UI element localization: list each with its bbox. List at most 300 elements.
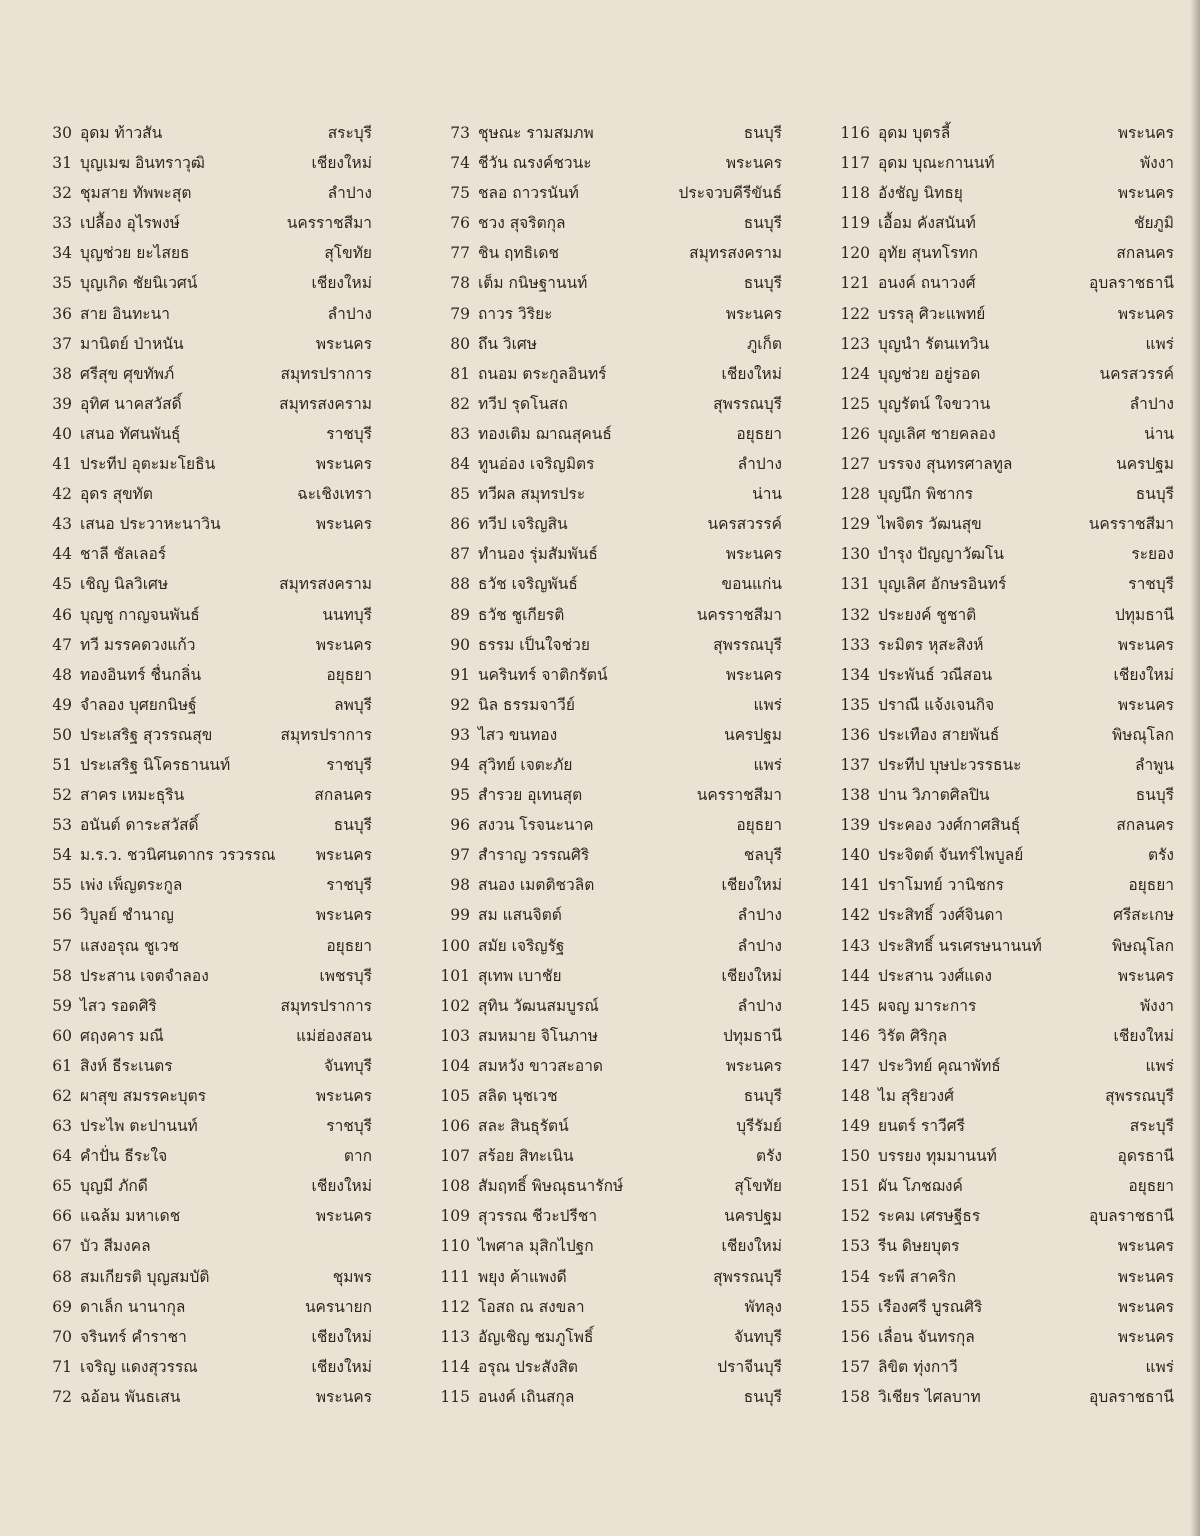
person-name: นิล ธรรมจาวีย์: [478, 695, 575, 714]
person-name: ประพันธ์ วณีสอน: [878, 665, 993, 684]
province-name: ธนบุรี: [743, 124, 782, 142]
person-name: ทวี มรรคดวงแก้ว: [80, 635, 196, 654]
province-name: สมุทรปราการ: [280, 725, 372, 744]
person-name: ถาวร วิริยะ: [478, 304, 553, 323]
province-name: พระนคร: [1117, 184, 1174, 203]
list-item: [40, 569, 372, 599]
entry-number: 30: [52, 124, 72, 142]
province-name: ลำปาง: [1129, 394, 1174, 413]
entry-number: 46: [52, 605, 72, 624]
person-name: อุดม บุตรลี้: [878, 124, 951, 142]
province-name: จันทบุรี: [733, 1327, 782, 1346]
entry-number: 84: [450, 455, 470, 474]
person-name: สงวน โรจนะนาค: [478, 816, 594, 835]
list-item: [40, 840, 372, 870]
person-name: เสนอ ทัศนพันธุ์: [80, 424, 181, 443]
entry-number: 133: [840, 635, 870, 654]
entry-number: 104: [440, 1056, 470, 1075]
entry-number: 91: [450, 665, 470, 684]
province-name: ภูเก็ต: [747, 334, 782, 353]
list-item: [836, 931, 1174, 961]
person-name: สุเทพ เบาชัย: [478, 966, 562, 985]
province-name: นครราชสีมา: [696, 605, 782, 624]
province-name: น่าน: [1144, 424, 1174, 443]
province-name: เชียงใหม่: [1113, 665, 1174, 684]
list-item: [436, 1322, 782, 1352]
person-name: บุญเกิด ชัยนิเวศน์: [80, 274, 198, 293]
province-name: สมุทรสงคราม: [279, 394, 372, 413]
province-name: ลำปาง: [327, 304, 372, 323]
list-item: [40, 1262, 372, 1292]
entry-number: 107: [440, 1147, 470, 1166]
person-name: พยุง ค้าแพงดี: [478, 1267, 567, 1286]
list-item: [436, 1292, 782, 1322]
person-name: ระมิตร หุสะสิงห์: [878, 635, 984, 654]
list-item: [836, 539, 1174, 569]
province-name: แม่ฮ่องสอน: [296, 1026, 372, 1045]
person-name: บุญเลิศ ชายคลอง: [878, 424, 996, 443]
entry-number: 77: [450, 244, 470, 263]
province-name: สมุทรปราการ: [280, 996, 372, 1015]
province-name: พระนคร: [725, 545, 782, 564]
list-item: [436, 780, 782, 810]
province-name: เพชรบุรี: [319, 966, 372, 985]
list-item: [836, 178, 1174, 208]
list-item: [40, 690, 372, 720]
entry-number: 141: [840, 876, 870, 895]
entry-number: 40: [52, 424, 72, 443]
entry-number: 71: [52, 1357, 72, 1376]
list-item: [836, 900, 1174, 930]
person-name: สมเกียรติ บุญสมบัติ: [80, 1267, 210, 1286]
list-item: [836, 449, 1174, 479]
entry-number: 78: [450, 274, 470, 293]
list-item: [40, 600, 372, 630]
province-name: พระนคร: [1117, 304, 1174, 323]
province-name: พระนคร: [315, 1387, 372, 1406]
list-item: [436, 118, 782, 148]
province-name: สุโขทัย: [734, 1177, 782, 1196]
list-item: [836, 1171, 1174, 1201]
person-name: สมหมาย จิโนภาษ: [478, 1026, 598, 1045]
list-item: [436, 268, 782, 298]
province-name: พระนคร: [1117, 124, 1174, 142]
province-name: แพร่: [1145, 1357, 1174, 1376]
person-name: อุดม บุณะกานนท์: [878, 154, 995, 173]
entry-number: 105: [440, 1087, 470, 1105]
entry-number: 149: [840, 1117, 870, 1136]
list-item: [40, 1201, 372, 1231]
entry-number: 119: [840, 214, 870, 233]
person-name: อรุณ ประสังสิต: [478, 1357, 578, 1376]
person-name: ชุษณะ รามสมภพ: [478, 124, 594, 142]
list-item: [436, 389, 782, 419]
person-name: ระคม เศรษฐีธร: [878, 1207, 981, 1226]
list-item: [436, 509, 782, 539]
entry-number: 94: [450, 755, 470, 774]
province-name: พระนคร: [315, 515, 372, 534]
entry-number: 158: [840, 1387, 870, 1406]
entry-number: 61: [52, 1056, 72, 1075]
person-name: อังชัญ นิทธยุ: [878, 184, 963, 203]
person-name: สนอง เมตติชวลิต: [478, 876, 595, 895]
province-name: พระนคร: [315, 906, 372, 925]
list-item: [40, 660, 372, 690]
list-item: [836, 991, 1174, 1021]
list-item: [40, 1352, 372, 1382]
person-name: บุญมี ภักดี: [80, 1177, 148, 1196]
person-name: บรรจง สุนทรศาลทูล: [878, 455, 1013, 474]
province-name: ราชบุรี: [326, 876, 372, 895]
entry-number: 108: [440, 1177, 470, 1196]
province-name: นครราชสีมา: [1088, 515, 1174, 534]
list-item: [40, 720, 372, 750]
province-name: ธนบุรี: [1135, 786, 1174, 805]
entry-number: 151: [840, 1177, 870, 1196]
list-item: [836, 1141, 1174, 1171]
entry-number: 112: [440, 1297, 470, 1316]
person-name: เรืองศรี บูรณศิริ: [878, 1297, 983, 1316]
province-name: เชียงใหม่: [311, 1177, 372, 1196]
entry-number: 139: [840, 816, 870, 835]
person-name: ศฤงคาร มณี: [80, 1026, 164, 1045]
list-item: [40, 991, 372, 1021]
province-name: พระนคร: [315, 1087, 372, 1105]
list-item: [436, 329, 782, 359]
person-name: มานิตย์ ป่าหนัน: [80, 334, 184, 353]
person-name: ชีวัน ณรงค์ชวนะ: [478, 154, 592, 173]
entry-number: 102: [440, 996, 470, 1015]
province-name: ปทุมธานี: [1114, 605, 1174, 624]
province-name: อยุธยา: [736, 424, 782, 443]
person-name: ธวัช ชูเกียรติ: [478, 605, 565, 624]
person-name: ชวง สุจริตกุล: [478, 214, 566, 233]
person-name: ทวีป รุดโนสถ: [478, 394, 568, 413]
person-name: โอสถ ณ สงขลา: [478, 1297, 585, 1316]
province-name: ลำปาง: [737, 455, 782, 474]
list-item: [40, 419, 372, 449]
person-name: แสงอรุณ ชูเวช: [80, 936, 180, 955]
entry-number: 58: [52, 966, 72, 985]
entry-number: 87: [450, 545, 470, 564]
province-name: นครราชสีมา: [286, 214, 372, 233]
province-name: เชียงใหม่: [311, 1357, 372, 1376]
province-name: พระนคร: [315, 635, 372, 654]
entry-number: 51: [52, 755, 72, 774]
list-item: [40, 539, 372, 569]
list-item: [40, 178, 372, 208]
list-item: [40, 931, 372, 961]
person-name: เอื้อม คังสนันท์: [878, 214, 976, 233]
province-name: ราชบุรี: [326, 424, 372, 443]
province-name: สุพรรณบุรี: [713, 635, 782, 654]
entry-number: 97: [450, 846, 470, 865]
province-name: พระนคร: [1117, 1267, 1174, 1286]
province-name: ตรัง: [756, 1147, 782, 1166]
entry-number: 68: [52, 1267, 72, 1286]
province-name: สระบุรี: [1129, 1117, 1174, 1136]
province-name: เชียงใหม่: [1113, 1026, 1174, 1045]
province-name: อยุธยา: [1128, 876, 1174, 895]
entry-number: 123: [840, 334, 870, 353]
list-item: [836, 419, 1174, 449]
entry-number: 54: [52, 846, 72, 865]
person-name: ผัน โภชฌงค์: [878, 1177, 963, 1196]
province-name: พระนคร: [725, 154, 782, 173]
person-name: ธรรม เป็นใจช่วย: [478, 635, 590, 654]
province-name: อุบลราชธานี: [1089, 1207, 1174, 1226]
list-item: [40, 1382, 372, 1412]
entry-number: 37: [52, 334, 72, 353]
entry-number: 89: [450, 605, 470, 624]
entry-number: 116: [840, 124, 870, 142]
entry-number: 150: [840, 1147, 870, 1166]
province-name: ลำปาง: [737, 906, 782, 925]
person-name: ถึน วิเศษ: [478, 334, 537, 353]
list-item: [436, 750, 782, 780]
list-item: [436, 359, 782, 389]
person-name: อนงค์ เถินสกุล: [478, 1387, 575, 1406]
province-name: เชียงใหม่: [311, 274, 372, 293]
entry-number: 88: [450, 575, 470, 594]
list-item: [436, 449, 782, 479]
province-name: แพร่: [1145, 1056, 1174, 1075]
list-item: [436, 178, 782, 208]
entry-number: 156: [840, 1327, 870, 1346]
list-item: [436, 419, 782, 449]
person-name: ทวีป เจริญสิน: [478, 515, 568, 534]
person-name: นครินทร์ จาติกรัตน์: [478, 665, 608, 684]
list-item: [436, 238, 782, 268]
person-name: ประคอง วงศ์กาศสินธุ์: [878, 816, 1021, 835]
person-name: ผาสุข สมรรคะบุตร: [80, 1087, 207, 1105]
list-item: [836, 1352, 1174, 1382]
list-item: [40, 329, 372, 359]
person-name: ทองอินทร์ ชื่นกลิ่น: [80, 665, 202, 684]
province-name: พังงา: [1139, 154, 1174, 173]
entry-number: 100: [440, 936, 470, 955]
entry-number: 81: [450, 364, 470, 383]
person-name: บุญช่วย อยู่รอด: [878, 364, 981, 383]
province-name: ตรัง: [1148, 846, 1174, 865]
person-name: สมหวัง ขาวสะอาด: [478, 1056, 603, 1075]
list-item: [40, 780, 372, 810]
person-name: ประสาน วงศ์แดง: [878, 966, 992, 985]
entry-number: 57: [52, 936, 72, 955]
person-name: ระพี สาคริก: [878, 1267, 957, 1286]
list-item: [436, 1352, 782, 1382]
province-name: พังงา: [1139, 996, 1174, 1015]
person-name: บุญเมฆ อินทราวุฒิ: [80, 154, 205, 173]
entry-number: 117: [840, 154, 870, 173]
province-name: ตาก: [343, 1147, 372, 1166]
list-item: [836, 148, 1174, 178]
entry-number: 128: [840, 485, 870, 504]
province-name: ราชบุรี: [326, 755, 372, 774]
entry-number: 92: [450, 695, 470, 714]
entry-number: 90: [450, 635, 470, 654]
list-item: [40, 299, 372, 329]
list-item: [40, 810, 372, 840]
person-name: ดาเล็ก นานากุล: [80, 1297, 186, 1316]
entry-number: 45: [52, 575, 72, 594]
person-name: สิงห์ ธีระเนตร: [80, 1056, 173, 1075]
list-item: [836, 630, 1174, 660]
province-name: แพร่: [753, 695, 782, 714]
list-item: [836, 208, 1174, 238]
list-item: [436, 961, 782, 991]
person-name: อุทัย สุนทโรทก: [878, 244, 979, 263]
entry-number: 146: [840, 1026, 870, 1045]
list-item: [40, 1141, 372, 1171]
list-item: [836, 961, 1174, 991]
province-name: ธนบุรี: [743, 1387, 782, 1406]
person-name: อนันต์ ดาระสวัสดิ์: [80, 816, 199, 835]
person-name: สลิด นุชเวช: [478, 1087, 558, 1105]
list-item: [40, 359, 372, 389]
person-name: สร้อย สิทะเนิน: [478, 1147, 574, 1166]
province-name: พระนคร: [315, 1207, 372, 1226]
person-name: บรรลุ ศิวะแพทย์: [878, 304, 986, 323]
list-item: [836, 1051, 1174, 1081]
entry-number: 86: [450, 515, 470, 534]
entry-number: 64: [52, 1147, 72, 1166]
entry-number: 140: [840, 846, 870, 865]
entry-number: 127: [840, 455, 870, 474]
person-name: เปลื้อง อุไรพงษ์: [80, 214, 180, 233]
list-item: [836, 1292, 1174, 1322]
province-name: พระนคร: [1117, 695, 1174, 714]
person-name: บุญชู กาญจนพันธ์: [80, 605, 200, 624]
list-item: [40, 870, 372, 900]
list-item: [836, 1201, 1174, 1231]
name-list-column-1: [40, 118, 372, 1412]
province-name: ธนบุรี: [333, 816, 372, 835]
province-name: เชียงใหม่: [721, 966, 782, 985]
province-name: อุดรธานี: [1117, 1147, 1174, 1166]
entry-number: 82: [450, 394, 470, 413]
entry-number: 49: [52, 695, 72, 714]
person-name: ชิน ฤทธิเดช: [478, 244, 559, 263]
person-name: บุญเลิศ อักษรอินทร์: [878, 575, 1007, 594]
person-name: วิรัต ศิริกุล: [878, 1026, 948, 1045]
list-item: [40, 1171, 372, 1201]
list-item: [836, 1021, 1174, 1051]
province-name: สระบุรี: [327, 124, 372, 142]
entry-number: 154: [840, 1267, 870, 1286]
person-name: บุญช่วย ยะไสยธ: [80, 244, 190, 263]
list-item: [40, 208, 372, 238]
person-name: ไสว รอดศิริ: [80, 996, 157, 1015]
entry-number: 44: [52, 545, 72, 564]
province-name: พระนคร: [725, 1056, 782, 1075]
entry-number: 134: [840, 665, 870, 684]
entry-number: 41: [52, 455, 72, 474]
list-item: [436, 660, 782, 690]
person-name: ไพจิตร วัฒนสุข: [878, 515, 982, 534]
person-name: ประทีป อุตะมะโยธิน: [80, 455, 216, 474]
list-item: [40, 389, 372, 419]
entry-number: 36: [52, 304, 72, 323]
person-name: สมัย เจริญรัฐ: [478, 936, 565, 955]
province-name: ปทุมธานี: [722, 1026, 782, 1045]
province-name: ลพบุรี: [334, 695, 372, 714]
person-name: ประสิทธิ์ วงศ์จินดา: [878, 906, 1004, 925]
entry-number: 59: [52, 996, 72, 1015]
list-item: [836, 359, 1174, 389]
list-item: [836, 1382, 1174, 1412]
name-list-column-3: [836, 118, 1174, 1412]
entry-number: 62: [52, 1087, 72, 1105]
list-item: [40, 449, 372, 479]
person-name: ปราณี แจ้งเจนกิจ: [878, 695, 995, 714]
person-name: บัว สีมงคล: [80, 1237, 151, 1256]
province-name: ลำปาง: [327, 184, 372, 203]
list-item: [40, 1292, 372, 1322]
person-name: อุทิศ นาคสวัสดิ์: [80, 394, 182, 413]
entry-number: 67: [52, 1237, 72, 1256]
entry-number: 129: [840, 515, 870, 534]
list-item: [836, 750, 1174, 780]
entry-number: 143: [840, 936, 870, 955]
list-item: [436, 1081, 782, 1111]
list-item: [40, 268, 372, 298]
person-name: ถนอม ตระกูลอินทร์: [478, 364, 607, 383]
list-item: [436, 1021, 782, 1051]
person-name: ประสิทธิ์ นรเศรษนานนท์: [878, 936, 1042, 955]
entry-number: 157: [840, 1357, 870, 1376]
person-name: ชลอ ถาวรนันท์: [478, 184, 579, 203]
province-name: นครปฐม: [724, 725, 782, 744]
entry-number: 47: [52, 635, 72, 654]
province-name: พระนคร: [1117, 1327, 1174, 1346]
person-name: สุวรรณ ชีวะปรีชา: [478, 1207, 598, 1226]
entry-number: 145: [840, 996, 870, 1015]
province-name: ชัยภูมิ: [1133, 214, 1174, 233]
province-name: อยุธยา: [326, 936, 372, 955]
list-item: [436, 1111, 782, 1141]
list-item: [836, 1111, 1174, 1141]
province-name: พิษณุโลก: [1111, 725, 1174, 744]
list-item: [836, 299, 1174, 329]
person-name: เพ่ง เพ็ญตระกูล: [80, 876, 183, 895]
person-name: ไม สุริยวงศ์: [878, 1087, 954, 1105]
province-name: แพร่: [753, 755, 782, 774]
province-name: เชียงใหม่: [721, 1237, 782, 1256]
person-name: เลื่อน จันทรกุล: [878, 1327, 975, 1346]
province-name: เชียงใหม่: [721, 876, 782, 895]
entry-number: 115: [440, 1387, 470, 1406]
person-name: จำลอง บุศยกนิษฐ์: [80, 695, 197, 714]
person-name: บุญรัตน์ ใจขวาน: [878, 394, 991, 413]
province-name: สกลนคร: [1116, 244, 1174, 263]
province-name: อยุธยา: [1128, 1177, 1174, 1196]
entry-number: 85: [450, 485, 470, 504]
province-name: อุบลราชธานี: [1089, 1387, 1174, 1406]
list-item: [436, 208, 782, 238]
person-name: วิเชียร ไศลบาท: [878, 1387, 981, 1406]
province-name: บุรีรัมย์: [736, 1117, 782, 1136]
list-item: [436, 630, 782, 660]
list-item: [836, 660, 1174, 690]
list-item: [436, 1201, 782, 1231]
person-name: บุญนึก พิชากร: [878, 485, 974, 504]
list-item: [836, 690, 1174, 720]
list-item: [436, 539, 782, 569]
province-name: ธนบุรี: [743, 1087, 782, 1105]
entry-number: 147: [840, 1056, 870, 1075]
entry-number: 38: [52, 364, 72, 383]
